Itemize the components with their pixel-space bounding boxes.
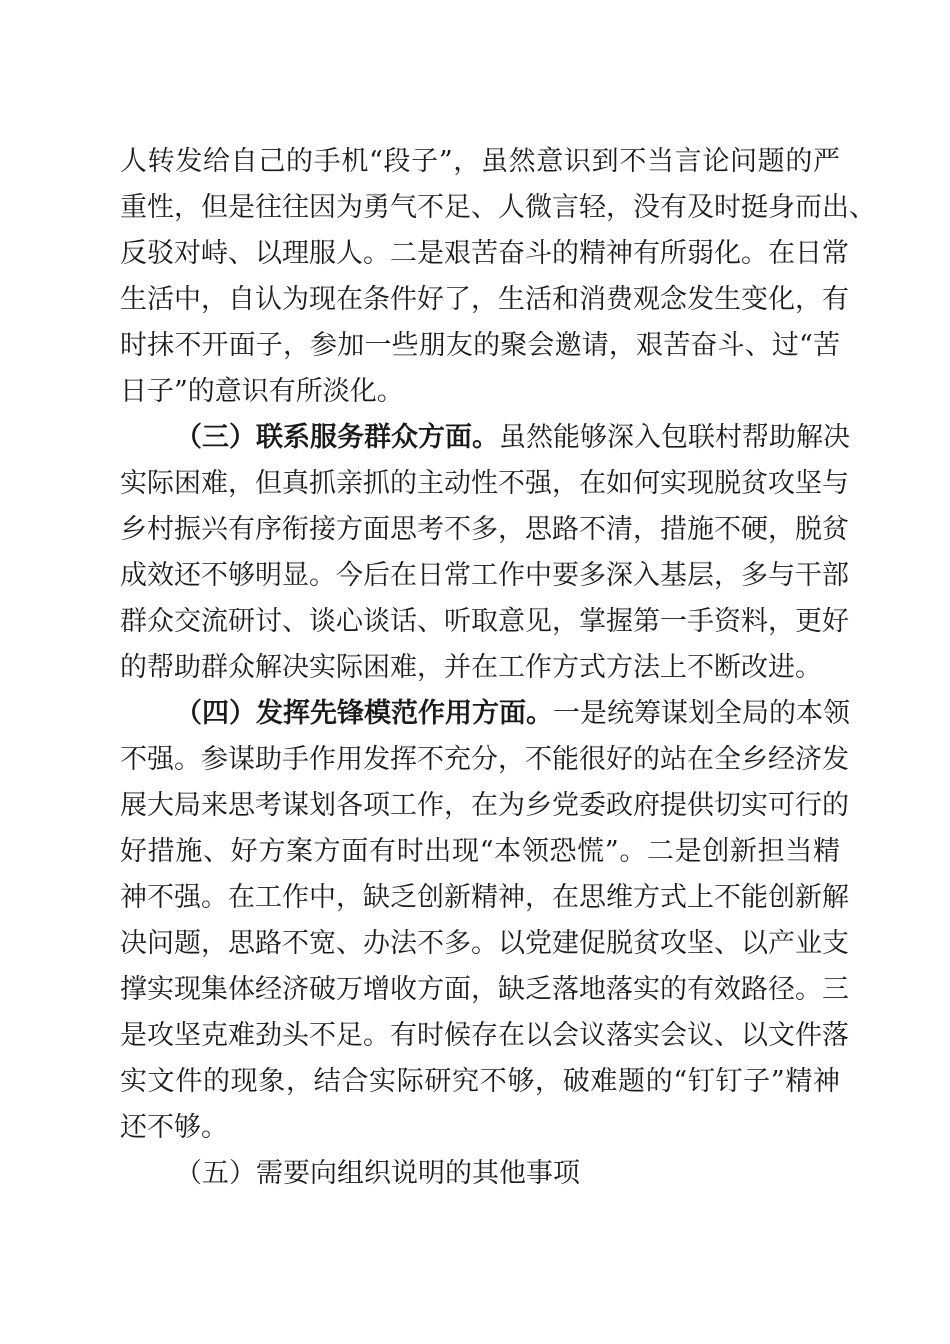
text-line: 群众交流研讨、谈心谈话、听取意见，掌握第一手资料，更好 <box>120 606 849 637</box>
section-5-heading: （五）需要向组织说明的其他事项 <box>175 1158 580 1189</box>
text-line: 反驳对峙、以理服人。二是艰苦奋斗的精神有所弱化。在日常 <box>120 238 849 269</box>
text-line: 实文件的现象，结合实际研究不够，破难题的“钉钉子”精神 <box>120 1066 840 1097</box>
section-3-first-line <box>175 418 850 458</box>
section-4-first-line <box>175 694 850 734</box>
text-line: 决问题，思路不宽、办法不多。以党建促脱贫攻坚、以产业支 <box>120 928 849 959</box>
text-line: 的帮助群众解决实际困难，并在工作方式方法上不断改进。 <box>120 652 822 683</box>
text-line: 乡村振兴有序衔接方面思考不多，思路不清，措施不硬，脱贫 <box>120 514 849 545</box>
text-line: 撑实现集体经济破万增收方面，缺乏落地落实的有效路径。三 <box>120 974 849 1005</box>
text-line: 是攻坚克难劲头不足。有时候存在以会议落实会议、以文件落 <box>120 1020 849 1051</box>
text-line: 实际困难，但真抓亲抓的主动性不强，在如何实现脱贫攻坚与 <box>120 468 849 499</box>
text-line: 重性，但是往往因为勇气不足、人微言轻，没有及时挺身而出、 <box>120 192 876 223</box>
text-line: 神不强。在工作中，缺乏创新精神，在思维方式上不能创新解 <box>120 882 849 913</box>
text-line: 不强。参谋助手作用发挥不充分，不能很好的站在全乡经济发 <box>120 744 849 775</box>
text-line: 成效还不够明显。今后在日常工作中要多深入基层，多与干部 <box>120 560 849 591</box>
text-line: 好措施、好方案方面有时出现“本领恐慌”。二是创新担当精 <box>120 836 840 867</box>
section-heading: （四）发挥先锋模范作用方面。 <box>175 698 553 729</box>
text-line: 人转发给自己的手机“段子”，虽然意识到不当言论问题的严 <box>120 146 840 177</box>
text-line: 展大局来思考谋划各项工作，在为乡党委政府提供切实可行的 <box>120 790 849 821</box>
text-line: 生活中，自认为现在条件好了，生活和消费观念发生变化，有 <box>120 284 849 315</box>
text-line: 还不够。 <box>120 1112 228 1143</box>
section-heading: （三）联系服务群众方面。 <box>175 422 499 453</box>
text-line: 时抹不开面子，参加一些朋友的聚会邀请，艰苦奋斗、过“苦 <box>120 330 840 361</box>
section-body: 一是统筹谋划全局的本领 <box>553 698 850 729</box>
text-line: 日子”的意识有所淡化。 <box>120 376 404 407</box>
section-body: 虽然能够深入包联村帮助解决 <box>499 422 850 453</box>
